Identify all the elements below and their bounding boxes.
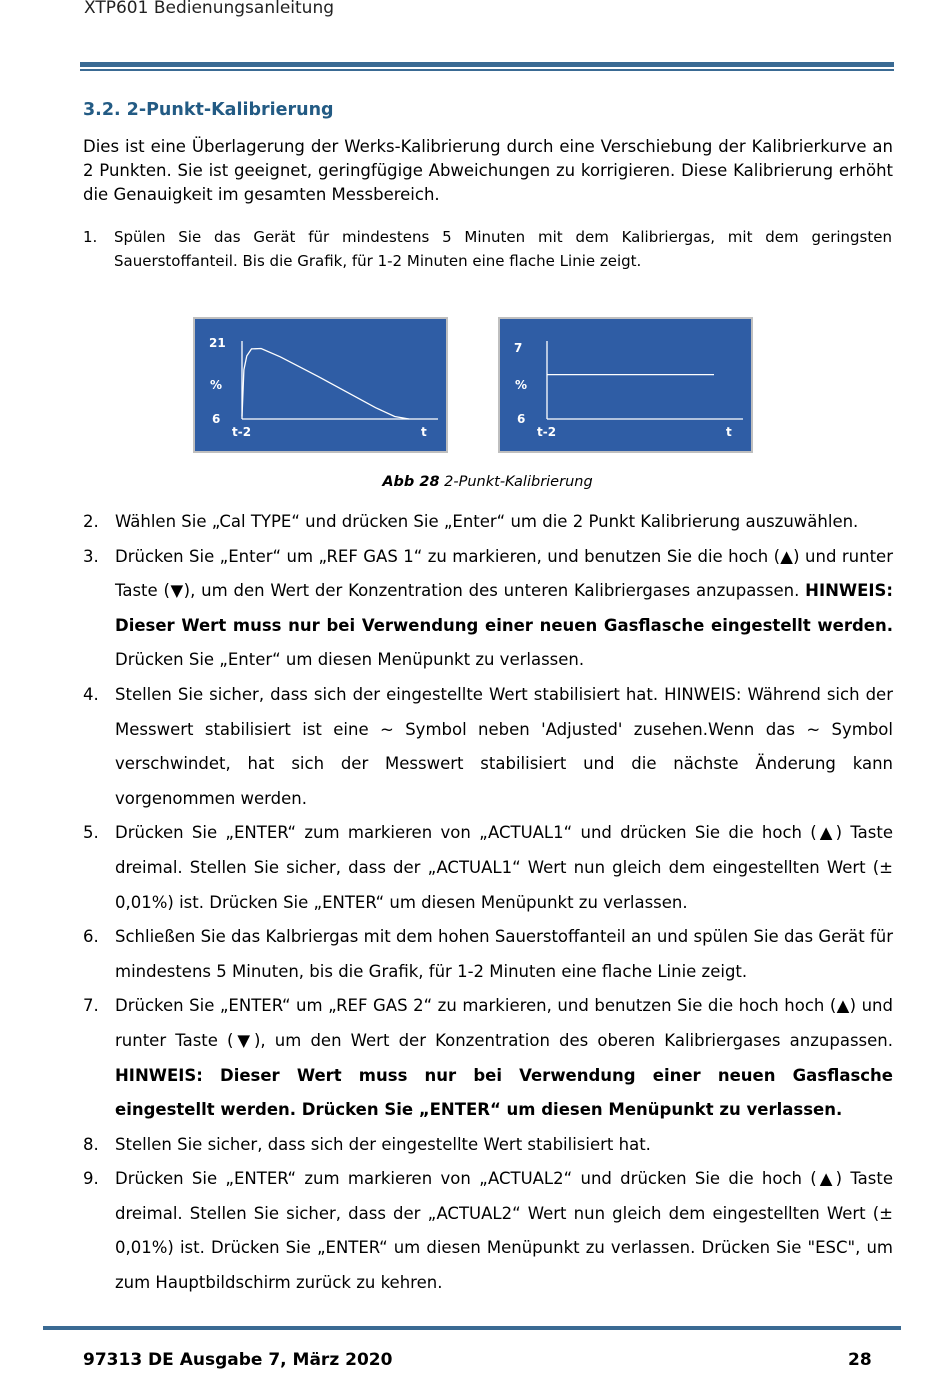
section-heading <box>83 100 334 120</box>
x-start-label: t-2 <box>537 425 557 439</box>
chart-svg <box>500 319 751 451</box>
caption-text: 2-Punkt-Kalibrierung <box>444 474 593 490</box>
step-text: Drücken Sie „ENTER“ um „REF GAS 2“ zu markieren, und benutzen Sie die hoch hoch (▲) und runter Taste (▼), um den Wert der Konzentration des oberen Kalibriergases anzupassen. <box>115 996 893 1050</box>
list-item <box>83 540 893 678</box>
footer-rule <box>43 1326 901 1330</box>
list-item <box>83 678 893 816</box>
y-unit-label: % <box>210 378 223 392</box>
step-number: 3. <box>83 546 99 566</box>
step-text: Drücken Sie „Enter“ um diesen Menüpunkt zu verlassen. <box>115 650 585 670</box>
step-text: Drücken Sie „ENTER“ zum markieren von „ACTUAL1“ und drücken Sie die hoch (▲) Taste dreimal. Stellen Sie sicher, dass der „ACTUAL1“ Wert nun gleich dem eingestellten Wert (± 0,01%) ist. Drücken Sie „ENTER“ um diesen Menüpunkt zu verlassen. <box>115 823 893 912</box>
step-number: 8. <box>83 1134 99 1154</box>
steps-list <box>83 505 893 1301</box>
step-number: 7. <box>83 996 99 1016</box>
list-item <box>83 1128 893 1163</box>
list-item <box>83 1162 893 1300</box>
y-max-label: 7 <box>514 341 523 355</box>
step-note-bold: HINWEIS: Dieser Wert muss nur bei Verwendung einer neuen Gasflasche eingestellt werden. Drücken Sie „ENTER“ um diesen Menüpunkt zu verlassen. <box>115 1065 893 1120</box>
step-text: Spülen Sie das Gerät für mindestens 5 Minuten mit dem Kalibriergas, mit dem geringsten Sauerstoffanteil. Bis die Grafik, für 1-2 Minuten eine flache Linie zeigt. <box>114 228 892 270</box>
chart-svg <box>195 319 446 451</box>
x-end-label: t <box>421 425 427 439</box>
step-text: Wählen Sie „Cal TYPE“ und drücken Sie „Enter“ um die 2 Punkt Kalibrierung auszuwählen. <box>115 512 859 531</box>
header-rule <box>80 62 894 71</box>
list-item <box>83 920 893 989</box>
section-title: 2-Punkt-Kalibrierung <box>126 100 334 120</box>
list-item <box>83 989 893 1127</box>
step-number: 9. <box>83 1169 99 1189</box>
figure-caption <box>0 474 950 490</box>
step-note-bold: HINWEIS: Dieser Wert muss nur bei Verwendung einer neuen Gasflasche eingestellt werden. <box>115 581 893 635</box>
step-number: 5. <box>83 823 99 843</box>
step-text: Drücken Sie „Enter“ um „REF GAS 1“ zu markieren, und benutzen Sie die hoch (▲) und runter Taste (▼), um den Wert der Konzentration des unteren Kalibriergases anzupassen. <box>115 546 893 601</box>
step-text: Stellen Sie sicher, dass sich der eingestellte Wert stabilisiert hat. <box>115 1134 651 1154</box>
series-line <box>242 349 409 420</box>
document-header-title: XTP601 Bedienungsanleitung <box>84 0 335 18</box>
y-min-label: 6 <box>212 412 221 426</box>
x-end-label: t <box>726 425 732 439</box>
caption-label: Abb 28 <box>382 474 440 490</box>
footer-edition: 97313 DE Ausgabe 7, März 2020 <box>83 1350 393 1370</box>
section-number: 3.2. <box>83 100 121 120</box>
y-unit-label: % <box>515 378 528 392</box>
step-number: 1. <box>83 228 98 246</box>
chart-drift-curve <box>193 317 448 453</box>
intro-paragraph: Dies ist eine Überlagerung der Werks-Kalibrierung durch eine Verschiebung der Kalibrierkurve an 2 Punkten. Sie ist geeignet, geringfügige Abweichungen zu korrigieren. Diese Kalibrierung erhöht die Genauigkeit im gesamten Messbereich. <box>83 137 893 204</box>
x-start-label: t-2 <box>232 425 252 439</box>
step-text: Stellen Sie sicher, dass sich der eingestellte Wert stabilisiert hat. HINWEIS: Während sich der Messwert stabilisiert ist eine ~ Symbol neben 'Adjusted' zusehen.Wenn das ~ Symbol verschwindet, hat sich der Messwert stabilisiert und die nächste Änderung kann vorgenommen werden. <box>115 684 893 808</box>
step-number: 2. <box>83 512 99 531</box>
list-item <box>83 816 893 920</box>
step-number: 6. <box>83 927 99 947</box>
chart-flat-line <box>498 317 753 453</box>
y-max-label: 21 <box>209 336 226 350</box>
y-min-label: 6 <box>517 412 526 426</box>
step-text: Drücken Sie „ENTER“ zum markieren von „ACTUAL2“ und drücken Sie die hoch (▲) Taste dreimal. Stellen Sie sicher, dass der „ACTUAL2“ Wert nun gleich dem eingestellten Wert (± 0,01%) ist. Drücken Sie „ENTER“ um diesen Menüpunkt zu verlassen. Drücken Sie "ESC", um zum Hauptbildschirm zurück zu kehren. <box>115 1169 893 1293</box>
step-text: Schließen Sie das Kalbriergas mit dem hohen Sauerstoffanteil an und spülen Sie das Gerät für mindestens 5 Minuten, bis die Grafik, für 1-2 Minuten eine flache Linie zeigt. <box>115 927 893 981</box>
step-number: 4. <box>83 684 99 704</box>
page-number: 28 <box>848 1350 872 1370</box>
list-item <box>83 505 893 540</box>
